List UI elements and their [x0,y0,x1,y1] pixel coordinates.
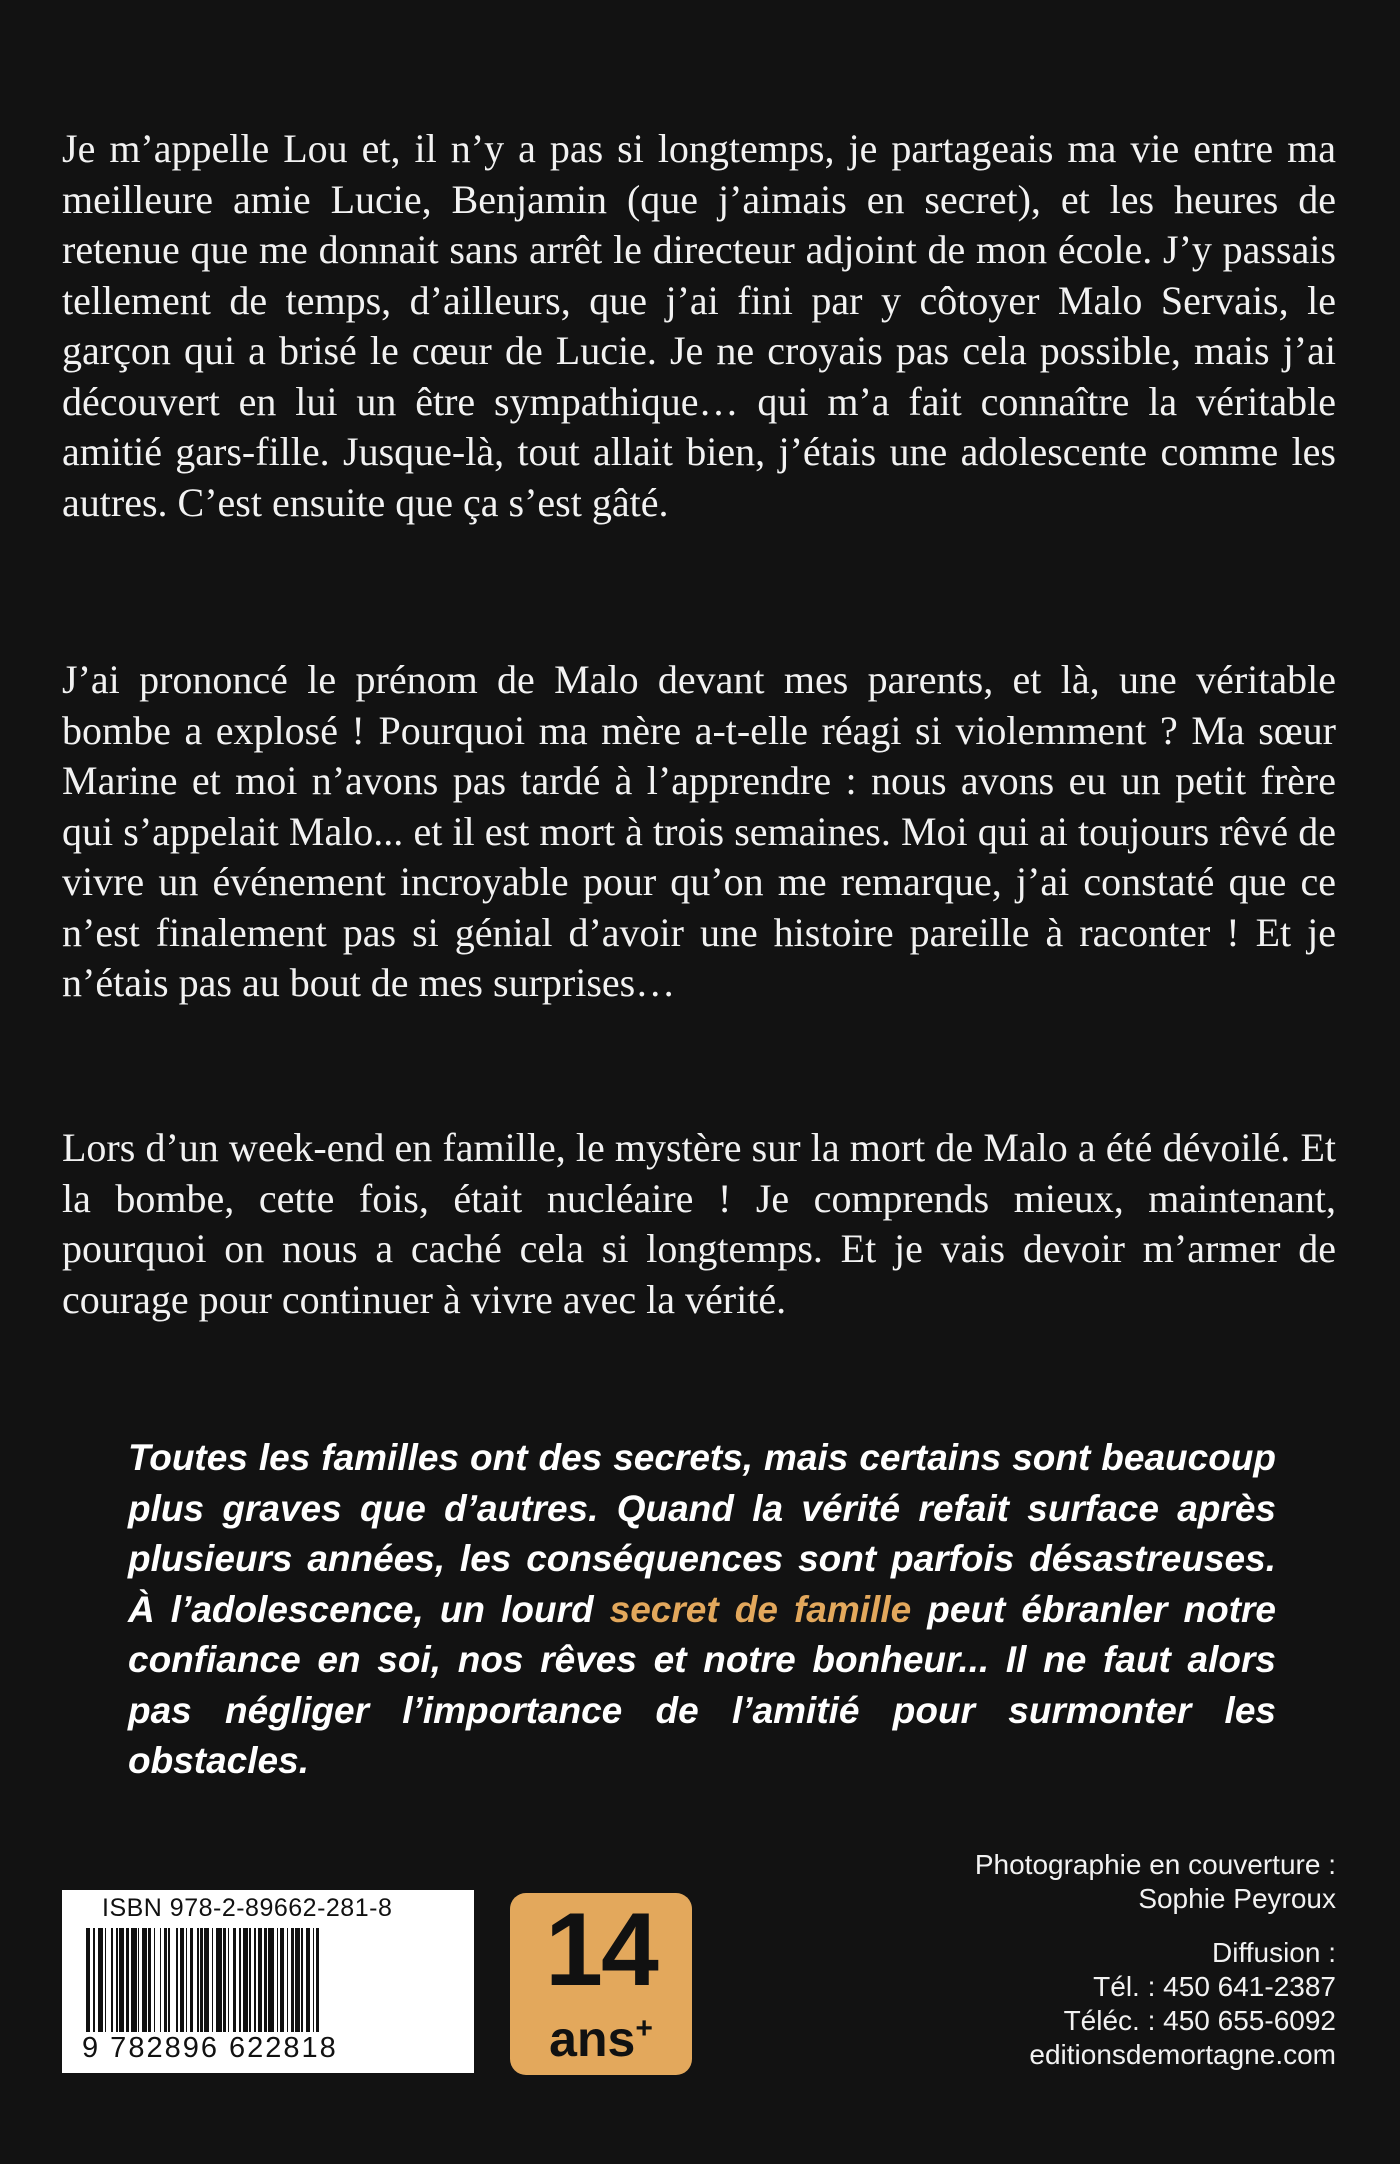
tagline-text-before: Toutes les familles ont des secrets, mais certains sont beaucoup plus graves que d’autres. Quand la vérité refait surface après plusieurs années, les conséquences sont parfois désastreuses. À l’adolescence, un lourd [128,1437,1276,1630]
publisher-credits [816,1848,1336,2072]
isbn-number: ISBN 978-2-89662-281-8 [102,1894,393,1922]
tagline-highlight: secret de famille [609,1588,912,1630]
barcode-bars [86,1928,448,2032]
age-rating-unit-text: ans [549,2011,636,2067]
diffusion-label: Diffusion : [1212,1937,1336,1968]
synopsis-paragraph-1: Je m’appelle Lou et, il n’y a pas si longtemps, je partageais ma vie entre ma meilleure amie Lucie, Benjamin (que j’aimais en secret), et les heures de retenue que me donnait sans arrêt le directeur adjoint de mon école. J’y passais tellement de temps, d’ailleurs, que j’ai fini par y côtoyer Malo Servais, le garçon qui a brisé le cœur de Lucie. Je ne croyais pas cela possible, mais j’ai découvert en lui un être sympathique… qui m’a fait connaître la véritable amitié gars-fille. Jusque-là, tout allait bien, j’étais une adolescente comme les autres. C’est ensuite que ça s’est gâté. [62,126,1336,525]
synopsis-paragraph-3: Lors d’un week-end en famille, le mystère sur la mort de Malo a été dévoilé. Et la bombe, cette fois, était nucléaire ! Je comprends mieux, maintenant, pourquoi on nous a caché cela si longtemps. Et je vais devoir m’armer de courage pour continuer à vivre avec la vérité. [62,1125,1336,1322]
phone-number: Tél. : 450 641-2387 [1093,1971,1336,2002]
photo-credit-label: Photographie en couverture : [974,1849,1336,1880]
synopsis-paragraph-2: J’ai prononcé le prénom de Malo devant mes parents, et là, une véritable bombe a explosé ! Pourquoi ma mère a-t-elle réagi si violemment ? Ma sœur Marine et moi n’avons pas tardé à l’apprendre : nous avons eu un petit frère qui s’appelait Malo... et il est mort à trois semaines. Moi qui ai toujours rêvé de vivre un événement incroyable pour qu’on me remarque, j’ai constaté que ce n’est finalement pas si génial d’avoir une histoire pareille à raconter ! Et je n’étais pas au bout de mes surprises… [62,657,1336,1005]
publisher-website: editionsdemortagne.com [1029,2039,1336,2070]
isbn-barcode [62,1890,474,2073]
fax-number: Téléc. : 450 655-6092 [1063,2005,1336,2036]
tagline-text-after: peut ébranler notre confiance en soi, nos rêves et notre bonheur... Il ne faut alors pas négliger l’importance de l’amitié pour surmonter les obstacles. [128,1588,1277,1781]
age-rating-badge [510,1893,692,2075]
barcode-digits: 9 782896 622818 [82,2032,338,2064]
photo-credit-name: Sophie Peyroux [1138,1883,1336,1914]
age-rating-unit [510,2001,692,2067]
tagline [128,1433,1276,1787]
age-rating-plus: + [635,2012,653,2045]
age-rating-number: 14 [545,1892,657,2008]
barcode-bar [319,1928,323,2032]
